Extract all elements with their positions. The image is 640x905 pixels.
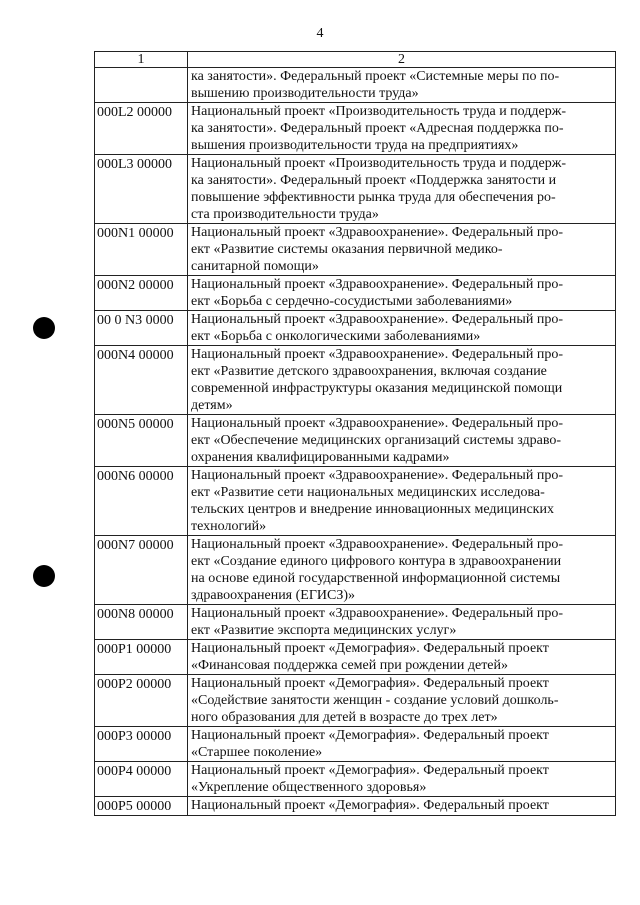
description-line: Национальный проект «Производительность труда и поддерж- <box>191 104 567 119</box>
description-line: Национальный проект «Демография». Федеральный проект <box>191 641 549 656</box>
description-line: на основе единой государственной информационной системы <box>191 571 561 586</box>
project-description-cell <box>188 103 616 155</box>
table-row <box>95 415 616 467</box>
table-header-row <box>95 52 616 68</box>
project-description-cell <box>188 536 616 605</box>
project-description-cell <box>188 224 616 276</box>
description-line: Национальный проект «Демография». Федеральный проект <box>191 728 549 743</box>
table-row <box>95 467 616 536</box>
column-header-code: 1 <box>95 52 188 68</box>
project-description-cell <box>188 640 616 675</box>
description-line: повышение эффективности рынка труда для обеспечения ро- <box>191 190 556 205</box>
budget-code-cell: 000N1 00000 <box>95 224 188 276</box>
budget-code-cell: 000P5 00000 <box>95 797 188 816</box>
table-row <box>95 311 616 346</box>
project-description-cell <box>188 68 616 103</box>
description-line: Национальный проект «Здравоохранение». Федеральный про- <box>191 225 563 240</box>
budget-code-cell: 000N6 00000 <box>95 467 188 536</box>
description-line: вышения производительности труда на предприятиях» <box>191 138 519 153</box>
description-line: «Содействие занятости женщин - создание условий дошколь- <box>191 693 559 708</box>
description-line: технологий» <box>191 519 267 534</box>
description-line: Национальный проект «Демография». Федеральный проект <box>191 763 549 778</box>
table-row <box>95 762 616 797</box>
project-description-cell <box>188 155 616 224</box>
table-row <box>95 536 616 605</box>
description-line: Национальный проект «Производительность труда и поддерж- <box>191 156 567 171</box>
table-row <box>95 605 616 640</box>
budget-code-cell: 000P4 00000 <box>95 762 188 797</box>
budget-code-cell: 000P3 00000 <box>95 727 188 762</box>
project-description-cell <box>188 797 616 816</box>
budget-code-cell: 000N4 00000 <box>95 346 188 415</box>
description-line: охранения квалифицированными кадрами» <box>191 450 450 465</box>
description-line: ект «Обеспечение медицинских организаций системы здраво- <box>191 433 562 448</box>
budget-code-cell: 00 0 N3 0000 <box>95 311 188 346</box>
description-line: тельских центров и внедрение инновационных медицинских <box>191 502 554 517</box>
description-line: Национальный проект «Здравоохранение». Федеральный про- <box>191 468 563 483</box>
table-row <box>95 797 616 816</box>
description-line: Национальный проект «Здравоохранение». Федеральный про- <box>191 416 563 431</box>
table-row <box>95 224 616 276</box>
budget-code-cell: 000P1 00000 <box>95 640 188 675</box>
description-line: Национальный проект «Здравоохранение». Федеральный про- <box>191 312 563 327</box>
project-description-cell <box>188 311 616 346</box>
page-number: 4 <box>316 26 324 41</box>
description-line: Национальный проект «Здравоохранение». Федеральный про- <box>191 537 563 552</box>
budget-code-cell <box>95 68 188 103</box>
description-line: Национальный проект «Демография». Федеральный проект <box>191 676 549 691</box>
description-line: «Старшее поколение» <box>191 745 323 760</box>
project-description-cell <box>188 346 616 415</box>
table-row <box>95 68 616 103</box>
codes-table <box>94 51 616 816</box>
description-line: ка занятости». Федеральный проект «Адресная поддержка по- <box>191 121 564 136</box>
budget-code-cell: 000N8 00000 <box>95 605 188 640</box>
column-header-description: 2 <box>188 52 616 68</box>
budget-code-cell: 000N2 00000 <box>95 276 188 311</box>
description-line: «Укрепление общественного здоровья» <box>191 780 427 795</box>
description-line: «Финансовая поддержка семей при рождении детей» <box>191 658 509 673</box>
description-line: санитарной помощи» <box>191 259 319 274</box>
description-line: детям» <box>191 398 233 413</box>
project-description-cell <box>188 762 616 797</box>
description-line: ект «Борьба с онкологическими заболеваниями» <box>191 329 481 344</box>
budget-code-cell: 000L2 00000 <box>95 103 188 155</box>
table-row <box>95 675 616 727</box>
table-row <box>95 640 616 675</box>
table-row <box>95 727 616 762</box>
description-line: современной инфраструктуры оказания медицинской помощи <box>191 381 563 396</box>
description-line: ект «Развитие детского здравоохранения, включая создание <box>191 364 547 379</box>
description-line: вышению производительности труда» <box>191 86 419 101</box>
table-row <box>95 103 616 155</box>
budget-code-cell: 000L3 00000 <box>95 155 188 224</box>
description-line: ект «Создание единого цифрового контура в здравоохранении <box>191 554 562 569</box>
project-description-cell <box>188 276 616 311</box>
project-description-cell <box>188 415 616 467</box>
description-line: ка занятости». Федеральный проект «Поддержка занятости и <box>191 173 557 188</box>
description-line: Национальный проект «Здравоохранение». Федеральный про- <box>191 277 563 292</box>
budget-code-cell: 000P2 00000 <box>95 675 188 727</box>
budget-code-cell: 000N7 00000 <box>95 536 188 605</box>
table-row <box>95 155 616 224</box>
table-row <box>95 276 616 311</box>
project-description-cell <box>188 675 616 727</box>
description-line: ного образования для детей в возрасте до трех лет» <box>191 710 498 725</box>
description-line: Национальный проект «Здравоохранение». Федеральный про- <box>191 606 563 621</box>
table-row <box>95 346 616 415</box>
description-line: ект «Борьба с сердечно-сосудистыми заболеваниями» <box>191 294 513 309</box>
punch-hole-mark <box>33 565 55 587</box>
description-line: здравоохранения (ЕГИСЗ)» <box>191 588 356 603</box>
description-line: ект «Развитие сети национальных медицинских исследова- <box>191 485 545 500</box>
description-line: ка занятости». Федеральный проект «Системные меры по по- <box>191 69 560 84</box>
description-line: Национальный проект «Здравоохранение». Федеральный про- <box>191 347 563 362</box>
punch-hole-mark <box>33 317 55 339</box>
description-line: ект «Развитие системы оказания первичной медико- <box>191 242 503 257</box>
description-line: Национальный проект «Демография». Федеральный проект <box>191 798 549 813</box>
project-description-cell <box>188 467 616 536</box>
budget-code-cell: 000N5 00000 <box>95 415 188 467</box>
project-description-cell <box>188 605 616 640</box>
description-line: ста производительности труда» <box>191 207 379 222</box>
description-line: ект «Развитие экспорта медицинских услуг» <box>191 623 457 638</box>
project-description-cell <box>188 727 616 762</box>
